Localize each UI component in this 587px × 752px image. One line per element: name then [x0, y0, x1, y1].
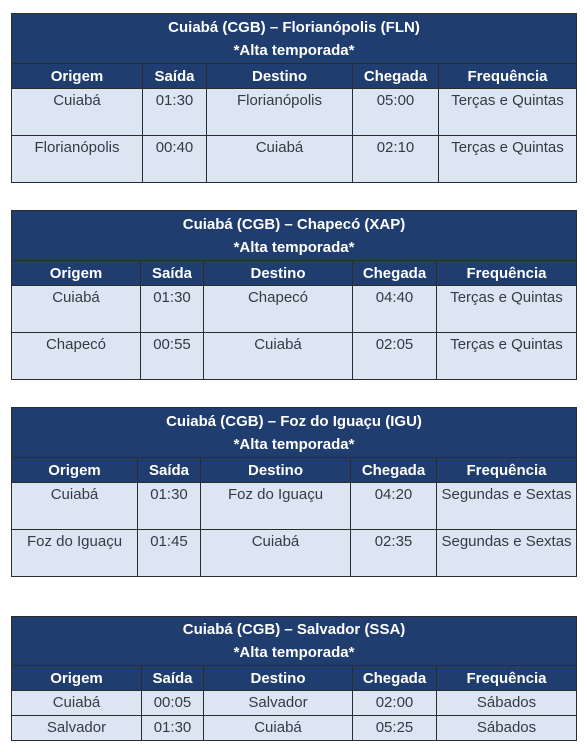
cell-chegada: 04:40: [353, 286, 437, 333]
route-name: Cuiabá (CGB) – Chapecó (XAP): [182, 215, 406, 233]
column-header-saida: Saída: [143, 64, 207, 89]
cell-saida: 00:55: [141, 333, 204, 380]
column-header-chegada: Chegada: [351, 458, 437, 483]
cell-chegada: 02:35: [351, 530, 437, 577]
cell-destino: Salvador: [204, 691, 353, 716]
cell-destino: Cuiabá: [204, 333, 353, 380]
cell-frequencia: Terças e Quintas: [439, 136, 577, 183]
column-header-destino: Destino: [201, 458, 351, 483]
cell-frequencia: Sábados: [437, 716, 577, 741]
table-row: [12, 691, 577, 716]
column-header-destino: Destino: [207, 64, 353, 89]
column-header-origem: Origem: [12, 666, 142, 691]
cell-chegada: 02:10: [353, 136, 439, 183]
cell-saida: 00:05: [142, 691, 204, 716]
cell-origem: Cuiabá: [12, 483, 138, 530]
season-label: *Alta temporada*: [233, 41, 355, 59]
cell-origem: Cuiabá: [12, 89, 143, 136]
column-header-frequencia: Frequência: [437, 458, 577, 483]
table-row: [12, 333, 577, 380]
cell-frequencia: Segundas e Sextas: [437, 483, 577, 530]
season-label: *Alta temporada*: [233, 238, 355, 256]
column-header-chegada: Chegada: [353, 666, 437, 691]
column-header-chegada: Chegada: [353, 64, 439, 89]
column-header-destino: Destino: [204, 261, 353, 286]
table-row: [12, 530, 577, 577]
cell-frequencia: Sábados: [437, 691, 577, 716]
cell-chegada: 05:25: [353, 716, 437, 741]
route-title: [12, 211, 577, 261]
cell-chegada: 05:00: [353, 89, 439, 136]
table-row: [12, 286, 577, 333]
cell-origem: Chapecó: [12, 333, 141, 380]
route-name: Cuiabá (CGB) – Foz do Iguaçu (IGU): [166, 412, 422, 430]
table-row: [12, 89, 577, 136]
route-title: [12, 617, 577, 666]
cell-destino: Florianópolis: [207, 89, 353, 136]
route-name: Cuiabá (CGB) – Florianópolis (FLN): [168, 18, 420, 36]
cell-saida: 00:40: [143, 136, 207, 183]
cell-origem: Florianópolis: [12, 136, 143, 183]
column-header-frequencia: Frequência: [437, 261, 577, 286]
column-header-saida: Saída: [142, 666, 204, 691]
column-header-origem: Origem: [12, 458, 138, 483]
route-table-igu: [11, 407, 577, 577]
cell-origem: Salvador: [12, 716, 142, 741]
cell-frequencia: Terças e Quintas: [439, 89, 577, 136]
cell-origem: Cuiabá: [12, 286, 141, 333]
route-title: [12, 14, 577, 64]
cell-frequencia: Segundas e Sextas: [437, 530, 577, 577]
column-header-frequencia: Frequência: [439, 64, 577, 89]
table-row: [12, 716, 577, 741]
cell-chegada: 02:05: [353, 333, 437, 380]
route-table-xap: [11, 210, 577, 380]
cell-chegada: 04:20: [351, 483, 437, 530]
route-name: Cuiabá (CGB) – Salvador (SSA): [182, 621, 406, 638]
column-header-chegada: Chegada: [353, 261, 437, 286]
cell-saida: 01:30: [141, 286, 204, 333]
cell-frequencia: Terças e Quintas: [437, 333, 577, 380]
cell-chegada: 02:00: [353, 691, 437, 716]
season-label: *Alta temporada*: [233, 644, 355, 661]
route-table-ssa: [11, 616, 577, 741]
column-header-origem: Origem: [12, 261, 141, 286]
cell-saida: 01:30: [138, 483, 201, 530]
route-title: [12, 408, 577, 458]
column-header-saida: Saída: [138, 458, 201, 483]
cell-saida: 01:30: [142, 716, 204, 741]
cell-destino: Chapecó: [204, 286, 353, 333]
cell-origem: Cuiabá: [12, 691, 142, 716]
cell-origem: Foz do Iguaçu: [12, 530, 138, 577]
cell-destino: Cuiabá: [207, 136, 353, 183]
table-row: [12, 483, 577, 530]
column-header-saida: Saída: [141, 261, 204, 286]
cell-destino: Cuiabá: [201, 530, 351, 577]
cell-saida: 01:30: [143, 89, 207, 136]
table-row: [12, 136, 577, 183]
column-header-origem: Origem: [12, 64, 143, 89]
column-header-destino: Destino: [204, 666, 353, 691]
cell-destino: Foz do Iguaçu: [201, 483, 351, 530]
season-label: *Alta temporada*: [233, 435, 355, 453]
route-table-fln: [11, 13, 577, 183]
cell-frequencia: Terças e Quintas: [437, 286, 577, 333]
cell-destino: Cuiabá: [204, 716, 353, 741]
column-header-frequencia: Frequência: [437, 666, 577, 691]
cell-saida: 01:45: [138, 530, 201, 577]
